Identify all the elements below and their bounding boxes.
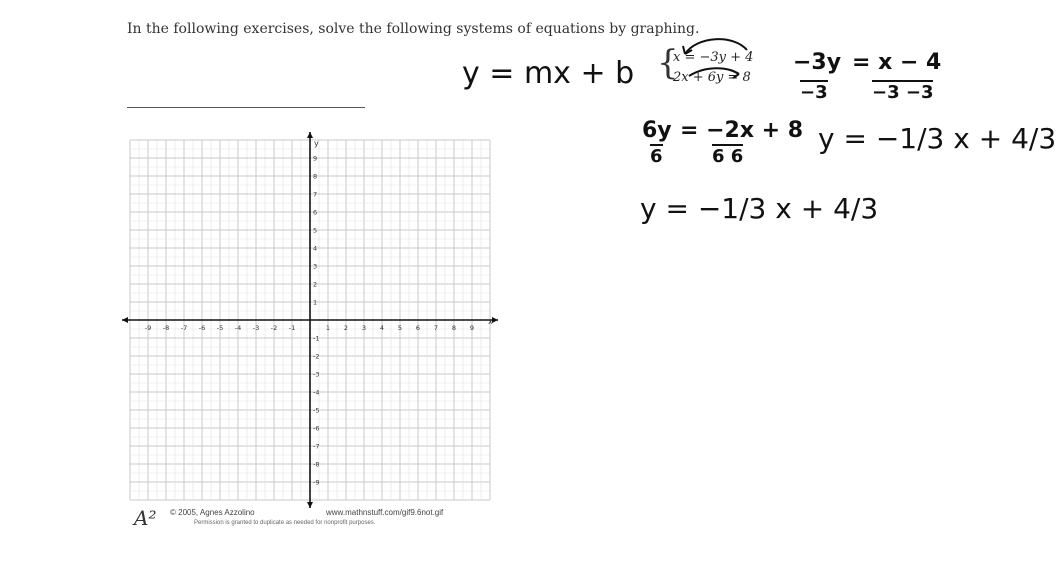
- handwritten-result-1: y = −1/3 x + 4/3: [818, 122, 1056, 155]
- y-tick-label: 7: [313, 190, 318, 199]
- axis-arrow-icon: [492, 317, 498, 323]
- system-equation-2: 2x + 6y = 8: [673, 70, 751, 85]
- handwritten-step-b-left: 6y: [642, 118, 672, 143]
- y-tick-label: 2: [313, 280, 318, 289]
- y-tick-label: 9: [313, 154, 318, 163]
- axis-arrow-icon: [122, 317, 128, 323]
- x-tick-label: 9: [469, 324, 475, 332]
- x-axis-label: x: [488, 317, 493, 326]
- y-tick-label: -5: [313, 406, 320, 415]
- worksheet-credit: [134, 506, 504, 532]
- handwritten-step-b-right-denominator: 6 6: [712, 146, 744, 167]
- x-tick-label: 7: [433, 324, 439, 332]
- y-tick-label: 8: [313, 172, 318, 181]
- y-tick-label: -2: [313, 352, 320, 361]
- x-tick-label: -5: [216, 324, 224, 332]
- y-tick-label: -1: [313, 334, 320, 343]
- x-tick-label: 3: [361, 324, 367, 332]
- system-brace-icon: {: [657, 43, 679, 83]
- y-tick-label: -6: [313, 424, 320, 433]
- x-tick-label: -7: [180, 324, 188, 332]
- y-tick-label: 5: [313, 226, 318, 235]
- handwritten-slope-intercept-form: y = mx + b: [462, 56, 635, 91]
- handwritten-step-a-right: = x − 4: [852, 50, 942, 75]
- x-tick-label: 1: [325, 324, 331, 332]
- answer-line: [127, 107, 365, 108]
- y-tick-label: -9: [313, 478, 320, 487]
- x-tick-label: -6: [198, 324, 206, 332]
- system-equation-1: x = −3y + 4: [673, 50, 754, 65]
- exercise-prompt: In the following exercises, solve the following systems of equations by graphing.: [127, 21, 700, 37]
- y-tick-label: 6: [313, 208, 318, 217]
- y-tick-label: 4: [313, 244, 318, 253]
- handwritten-result-2: y = −1/3 x + 4/3: [640, 192, 879, 225]
- equation-system: [657, 40, 767, 92]
- x-tick-label: -9: [144, 324, 152, 332]
- y-tick-label: -3: [313, 370, 320, 379]
- copyright-text: © 2005, Agnes Azzolino: [170, 508, 255, 517]
- axis-arrow-icon: [307, 132, 313, 138]
- handwritten-step-b-left-denominator: 6: [650, 146, 663, 167]
- y-tick-label: 1: [313, 298, 318, 307]
- x-tick-label: 5: [397, 324, 403, 332]
- y-tick-label: -8: [313, 460, 320, 469]
- x-tick-label: -4: [234, 324, 242, 332]
- y-axis-label: y: [314, 139, 319, 148]
- x-tick-label: 8: [451, 324, 457, 332]
- x-tick-label: 6: [415, 324, 421, 332]
- source-url-text: www.mathnstuff.com/gif9.6not.gif: [326, 508, 444, 517]
- handwritten-arrows-icon: [677, 36, 757, 96]
- x-tick-label: -8: [162, 324, 170, 332]
- handwritten-step-a-left: −3y: [793, 50, 842, 75]
- y-tick-label: 3: [313, 262, 318, 271]
- permission-text: Permission is granted to duplicate as needed for nonprofit purposes.: [194, 520, 376, 526]
- coordinate-grid-svg: [120, 130, 500, 510]
- handwritten-step-b-right: = −2x + 8: [680, 118, 804, 143]
- y-tick-label: -7: [313, 442, 320, 451]
- x-tick-label: 2: [343, 324, 349, 332]
- x-tick-label: 4: [379, 324, 385, 332]
- y-tick-label: -4: [313, 388, 320, 397]
- handwritten-step-a-left-denominator: −3: [800, 82, 828, 103]
- handwritten-step-a-right-denominator: −3 −3: [872, 82, 934, 103]
- author-logo: A²: [134, 506, 157, 530]
- coordinate-grid: [120, 130, 500, 510]
- x-tick-label: -1: [288, 324, 296, 332]
- x-tick-label: -2: [270, 324, 278, 332]
- x-tick-label: -3: [252, 324, 260, 332]
